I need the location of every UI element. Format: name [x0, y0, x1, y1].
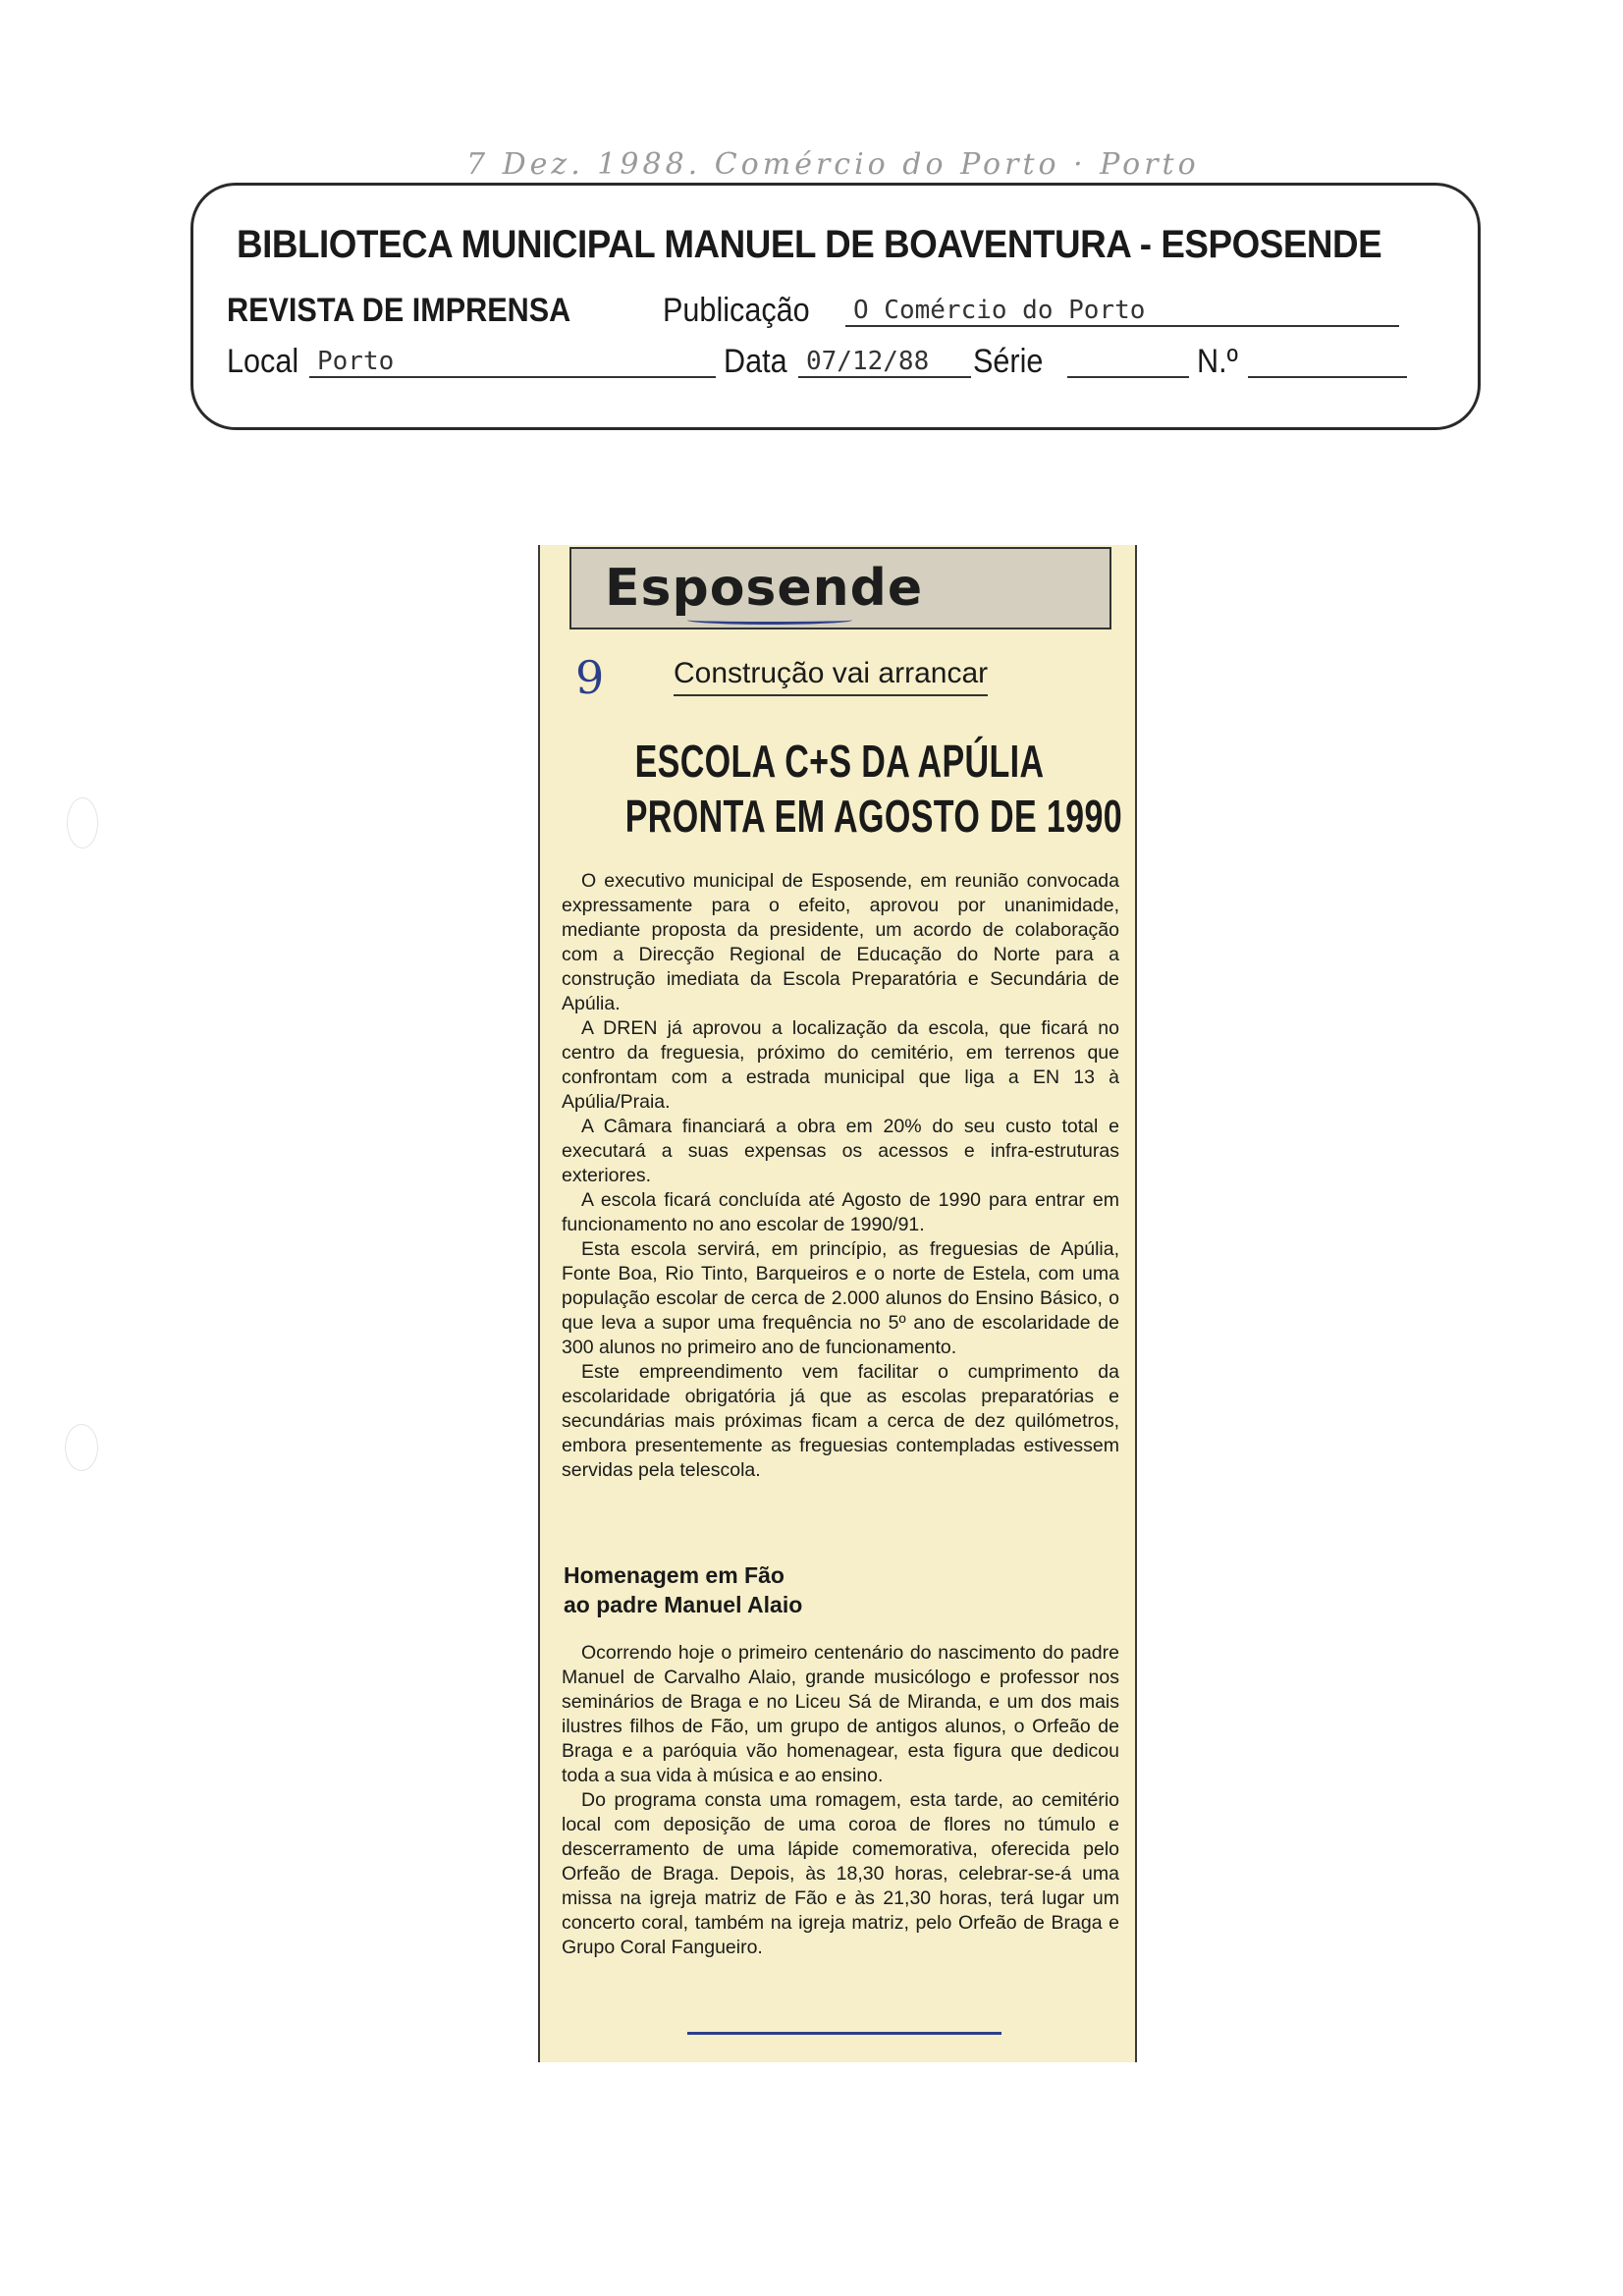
local-label: Local [227, 343, 299, 380]
article-body-2 [562, 1641, 1119, 1960]
article-headline [624, 734, 1123, 844]
punch-hole-mark [65, 1424, 98, 1471]
subhead-line-2: ao padre Manuel Alaio [564, 1592, 803, 1617]
local-label-wrap [227, 343, 306, 381]
headline-line-1: ESCOLA C+S DA APÚLIA [634, 736, 1045, 787]
punch-hole-mark [67, 797, 98, 848]
publication-field: O Comércio do Porto [845, 294, 1399, 327]
publication-label: Publicação [663, 292, 810, 329]
paragraph: A DREN já aprovou a localização da escola, que ficará no centro da freguesia, próximo do cemitério, em terrenos que confrontam com a estrada municipal que liga a EN 13 à Apúlia/Praia. [562, 1017, 1119, 1113]
paragraph: Este empreendimento vem facilitar o cumprimento da escolaridade obrigatória já que as escolas preparatórias e secundárias mais próximas ficam a cerca de dez quilómetros, embora presentemente as freguesias contempladas estivessem servidas pela telescola. [562, 1361, 1119, 1481]
section-name: Esposende [605, 559, 924, 618]
article-kicker: Construção vai arrancar [674, 657, 988, 696]
handwritten-date-note: 7 Dez. 1988. Comércio do Porto · Porto [466, 147, 1200, 182]
newspaper-clipping [538, 545, 1137, 2062]
local-field: Porto [309, 345, 716, 378]
subhead-line-1: Homenagem em Fão [564, 1562, 784, 1588]
article-subhead [564, 1560, 1113, 1619]
paragraph: Do programa consta uma romagem, esta tarde, ao cemitério local com deposição de uma coroa de flores no túmulo e descerramento de uma lápide comemorativa, oferecida pelo Orfeão de Braga. Depois, às 18,30 horas, celebrar-se-á uma missa na igreja matriz de Fão e às 21,30 horas, terá lugar um concerto coral, também na igreja matriz, pelo Orfeão de Braga e Grupo Coral Fangueiro. [562, 1789, 1119, 1958]
header-row-publication [227, 292, 609, 330]
headline-line-2: PRONTA EM AGOSTO DE 1990 [624, 791, 1123, 842]
library-header-card [190, 183, 1481, 430]
paragraph: Ocorrendo hoje o primeiro centenário do nascimento do padre Manuel de Carvalho Alaio, grande musicólogo e professor nos seminários de Braga e no Liceu Sá de Miranda, e um dos mais ilustres filhos de Fão, um grupo de antigos alunos, o Orfeão de Braga e a paróquia vão homenagear, esta figura que dedicou toda a sua vida à música e ao ensino. [562, 1642, 1119, 1786]
serie-label-wrap [973, 343, 1051, 381]
library-title: BIBLIOTECA MUNICIPAL MANUEL DE BOAVENTURA - ESPOSENDE [237, 223, 1382, 266]
handwritten-issue-mark: 9 [575, 651, 605, 704]
paragraph: O executivo municipal de Esposende, em reunião convocada expressamente para o efeito, aprovou por unanimidade, mediante proposta da presidente, um acordo de colaboração com a Direcção Regional de Educação do Norte para a construção imediata da Escola Preparatória e Secundária de Apúlia. [562, 870, 1119, 1014]
numero-label-wrap [1197, 343, 1242, 381]
data-field: 07/12/88 [798, 345, 971, 378]
data-label: Data [724, 343, 787, 380]
section-banner [569, 547, 1111, 629]
serie-field [1067, 345, 1189, 378]
numero-label: N.º [1197, 343, 1238, 380]
paragraph: A Câmara financiará a obra em 20% do seu custo total e executará a suas expensas os acessos e infra-estruturas exteriores. [562, 1116, 1119, 1186]
paragraph: Esta escola servirá, em princípio, as freguesias de Apúlia, Fonte Boa, Rio Tinto, Barqueiros e o norte de Estela, com uma população escolar de cerca de 2.000 alunos do Ensino Básico, o que leva a supor uma frequência no 5º ano de escolaridade de 300 alunos no primeiro ano de funcionamento. [562, 1238, 1119, 1358]
section-label: REVISTA DE IMPRENSA [227, 292, 571, 329]
publication-label-wrap [663, 292, 826, 330]
serie-label: Série [973, 343, 1044, 380]
pen-end-mark [687, 2028, 1001, 2035]
paragraph: A escola ficará concluída até Agosto de 1990 para entrar em funcionamento no ano escolar de 1990/91. [562, 1189, 1119, 1235]
article-body [562, 869, 1119, 1483]
data-label-wrap [724, 343, 794, 381]
pen-underline-mark [687, 616, 852, 625]
numero-field [1248, 345, 1407, 378]
